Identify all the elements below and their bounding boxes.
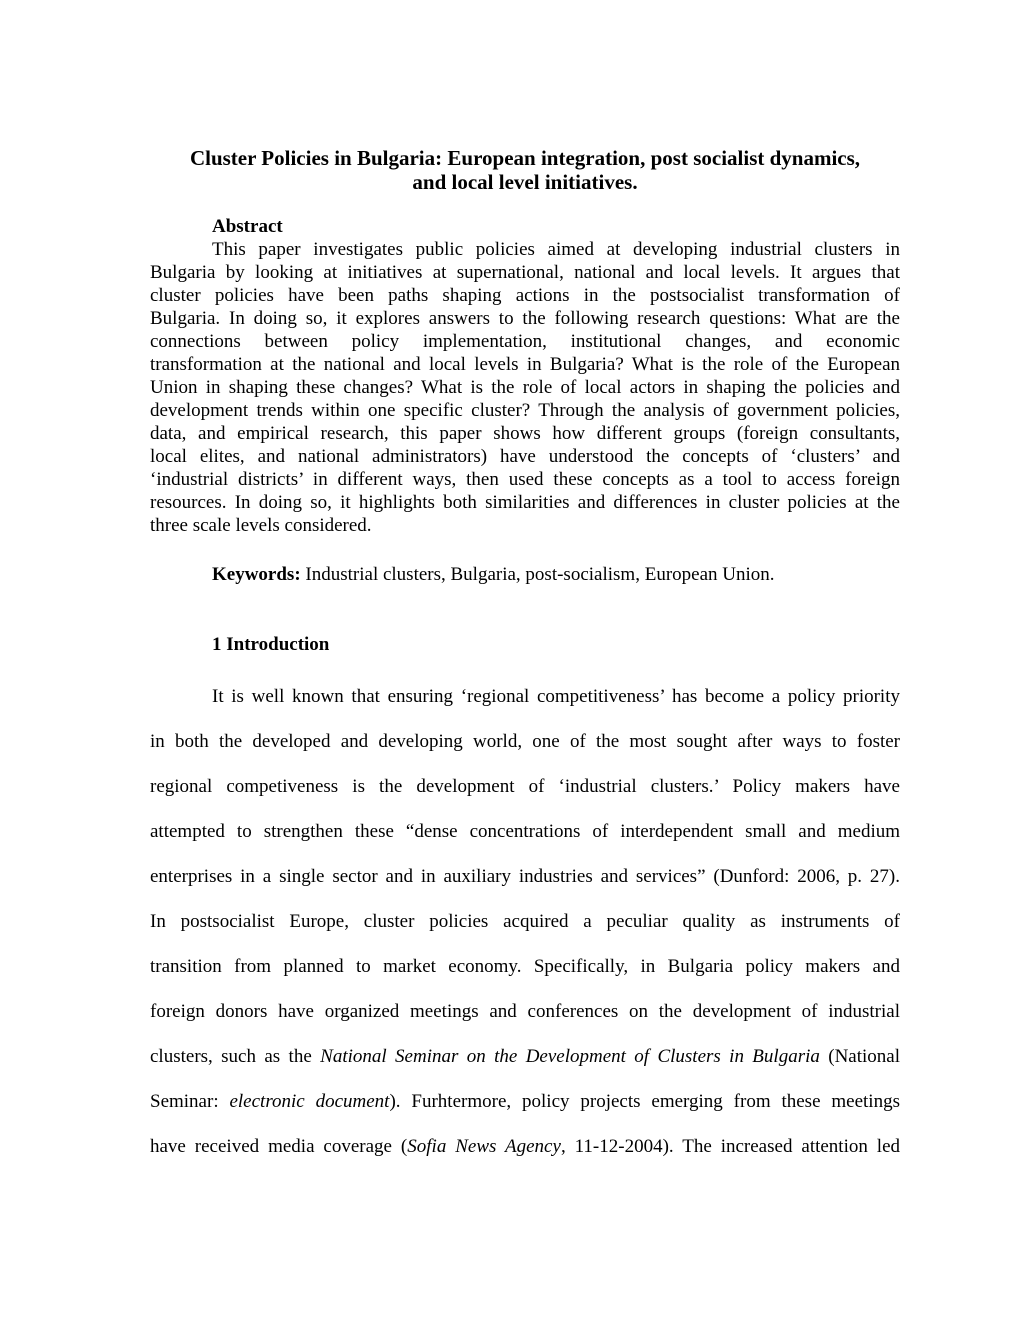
abstract-paragraph [150,238,900,537]
text-line: In postsocialist Europe, cluster policies acquired a peculiar quality as instruments of [150,911,900,932]
text-line: connections between policy implementation, institutional changes, and economic [150,331,900,352]
text-line: enterprises in a single sector and in auxiliary industries and services” (Dunford: 2006, p. 27). [150,866,900,887]
text-line: regional competiveness is the development of ‘industrial clusters.’ Policy makers have [150,776,900,797]
text-line: three scale levels considered. [150,515,372,536]
text-line: Bulgaria by looking at initiatives at supernational, national and local levels. It argues that [150,262,900,283]
text-line: attempted to strengthen these “dense concentrations of interdependent small and medium [150,821,900,842]
text-line: development trends within one specific cluster? Through the analysis of government policies, [150,400,900,421]
paper-title [150,146,900,194]
text-line: This paper investigates public policies aimed at developing industrial clusters in [212,239,900,260]
introduction-heading: 1 Introduction [212,634,330,655]
keywords-line [150,563,900,586]
text-line: foreign donors have organized meetings and conferences on the development of industrial [150,1001,900,1022]
text-line: ‘industrial districts’ in different ways, then used these concepts as a tool to access foreign [150,469,900,490]
text-line: Union in shaping these changes? What is the role of local actors in shaping the policies and [150,377,900,398]
text-line: transition from planned to market economy. Specifically, in Bulgaria policy makers and [150,956,900,977]
text-line: have received media coverage (Sofia News Agency, 11-12-2004). The increased attention led [150,1136,901,1157]
text-line: transformation at the national and local levels in Bulgaria? What is the role of the European [150,354,900,375]
text-line: resources. In doing so, it highlights both similarities and differences in cluster policies at the [150,492,900,513]
text-line: Cluster Policies in Bulgaria: European integration, post socialist dynamics, [189,146,861,170]
text-line: Seminar: electronic document). Furhtermore, policy projects emerging from these meetings [150,1091,900,1112]
text-line: Keywords: Industrial clusters, Bulgaria, post-socialism, European Union. [212,564,775,585]
text-line: and local level initiatives. [412,170,638,194]
text-line: cluster policies have been paths shaping actions in the postsocialist transformation of [150,285,900,306]
text-line: local elites, and national administrators) have understood the concepts of ‘clusters’ and [150,446,900,467]
text-line: It is well known that ensuring ‘regional competitiveness’ has become a policy priority [212,686,900,707]
text-line: in both the developed and developing world, one of the most sought after ways to foster [150,731,900,752]
introduction-paragraph [150,674,900,1169]
text-line: Bulgaria. In doing so, it explores answers to the following research questions: What are the [150,308,900,329]
abstract-heading: Abstract [212,216,283,237]
text-line: clusters, such as the National Seminar on the Development of Clusters in Bulgaria (National [150,1046,900,1067]
text-line: data, and empirical research, this paper shows how different groups (foreign consultants, [150,423,900,444]
